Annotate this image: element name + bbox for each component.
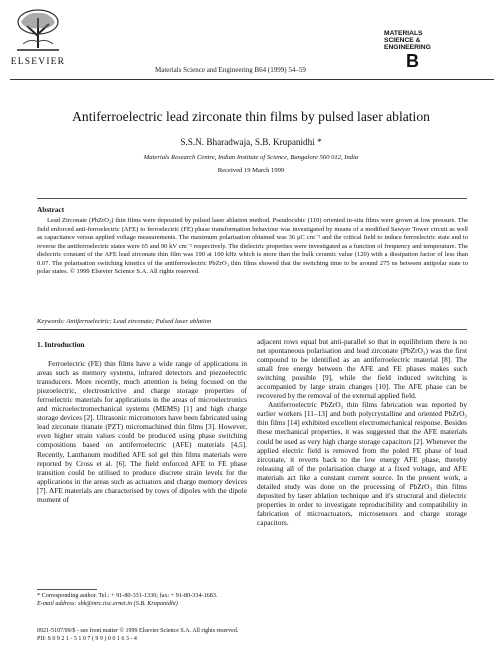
article-title: Antiferroelectric lead zirconate thin films by pulsed laser ablation — [72, 109, 430, 124]
header-divider — [10, 79, 494, 80]
journal-logo-letter: B — [406, 50, 419, 71]
pii-line: PII: S 0 9 2 1 - 5 1 0 7 ( 9 9 ) 0 0 1 6 3 - 4 — [37, 636, 137, 642]
intro-paragraph-3: Antiferroelectric PbZrO₃ thin films fabrication was reported by earlier workers [11–13] and both polycrystalline and oriented PbZrO₃ thin films [14] exhibited excellent electromechanical response. Besides these mechanical properties, it was suggested that the AFE materials could be used as very high charge storage capacitors [2]. Whenever the applied electric field is removed from the poled FE phase of lead zirconate, it reverts back to the low energy AFE phase, thereby releasing all of the polarisation charge at a fixed voltage, and AFE materials act like a constant current source. In the present work, a detailed study was done on the processing of PbZrO₃ thin films deposited by laser ablation technique and it's structural and dielectric properties in order to investigate reproducibility and compatibility in fabrication of microactuators, microsensors and charge storage capacitors. — [257, 400, 467, 527]
copyright-block — [37, 627, 238, 643]
journal-logo-line: ENGINEERING — [384, 44, 431, 52]
received-date: Received 19 March 1999 — [217, 167, 285, 174]
journal-logo-line: MATERIALS — [384, 30, 423, 37]
abstract-text — [37, 217, 468, 277]
publisher-name: ELSEVIER — [10, 57, 66, 67]
issn-line: 0921-5107/99/$ - see front matter © 1999 Elsevier Science S.A. All rights reserved. — [37, 628, 239, 634]
footnote-divider — [37, 589, 97, 590]
abstract-heading: Abstract — [37, 205, 65, 214]
author-email: E-mail address: sbk@mrc.iisc.ernet.in (S.B. Krupanidhi) — [37, 599, 178, 607]
section-heading: 1. Introduction — [37, 340, 85, 349]
elsevier-logo — [10, 8, 66, 67]
author-affiliation: Materials Research Centre, Indian Institute of Science, Bangalore 560 012, India — [143, 154, 359, 161]
abstract-body: Lead Zirconate (PbZrO₃) thin films were deposited by pulsed laser ablation method. Pseudocubic (110) oriented in-situ films were grown at low pressure. The field enforced anti-ferroelectric (AFE) to ferroelectric (FE) phase transformation behaviour was investigated by means of a modified Sawyer Tower circuit as well as capacitance versus applied voltage measurements. The maximum polarisation obtained was 36 μC cm⁻² and the critical field to induce ferroelectric state and to reverse the antiferroelectric states were 65 and 90 kV cm⁻¹ respectively. The dielectric properties were investigated as a function of frequency and temperature. The dielectric constant of the AFE lead zirconate thin film was 190 at 100 kHz which is more than the bulk ceramic value (120) with a dissipation factor of less than 0.07. The polarisation switching kinetics of the antiferroelectric PbZrO₃ thin films showed that the switching time to be around 275 ns between antipolar state to polar states. © 1999 Elsevier Science S.A. All rights reserved. — [37, 217, 468, 275]
intro-paragraph-1: Ferroelectric (FE) thin films have a wide range of applications in areas such as memory systems, infrared detectors and piezoelectric transducers. More recently, much attention is being focused on the piezoelectric, electrostrictive and charge storage properties of ferroelectric materials for applications in the areas of microelectronics and microelectromechanical systems (MEMS) [1] and high charge storage devices [2]. Ultrasonic micromotors have been fabricated using lead zirconate titanate (PZT) micromachined thin films [3]. However, even higher strain values could be produced using phase switching compositions based on antiferroelectric (AFE) materials [4,5]. Recently, Lanthanum modified AFE sol gel thin films materials were reported by Cross et al. [6]. The field enforced AFE to FE phase transition could be utilised to produce discrete strain levels for the applications in the areas such as actuators and charge memory devices [7]. AFE materials are characterised by rows of dipoles with the dipole moment of — [37, 359, 247, 504]
journal-logo — [384, 30, 454, 76]
elsevier-tree-icon — [13, 8, 63, 52]
keywords: Keywords: Antiferroelectric; Lead zirconate; Pulsed laser ablation — [37, 318, 212, 325]
abstract-bottom-divider — [37, 329, 467, 330]
journal-reference: Materials Science and Engineering B64 (1999) 54–59 — [155, 66, 306, 74]
footnote — [37, 592, 247, 607]
journal-logo-line: SCIENCE & — [384, 37, 421, 45]
right-column — [257, 337, 467, 527]
abstract-top-divider — [37, 198, 467, 199]
article-authors: S.S.N. Bharadwaja, S.B. Krupanidhi * — [180, 137, 322, 147]
intro-paragraph-2: adjacent rows equal but anti-parallel so that in equilibrium there is no net spontaneous polarisation and lead zirconate (PbZrO₃) was the first compound to be identified as an antiferroelectric material [8]. The small free energy between the AFE and FE phases makes such switching possible [9], while the field induced switching is accompanied by large strain changes [10]. The AFE phase can be recovered by the removal of the external applied field. — [257, 337, 467, 401]
corresponding-author-note: * Corresponding author. Tel.: + 91-80-331-1330; fax: + 91-80-334-1683. — [37, 592, 218, 599]
left-column — [37, 340, 247, 504]
